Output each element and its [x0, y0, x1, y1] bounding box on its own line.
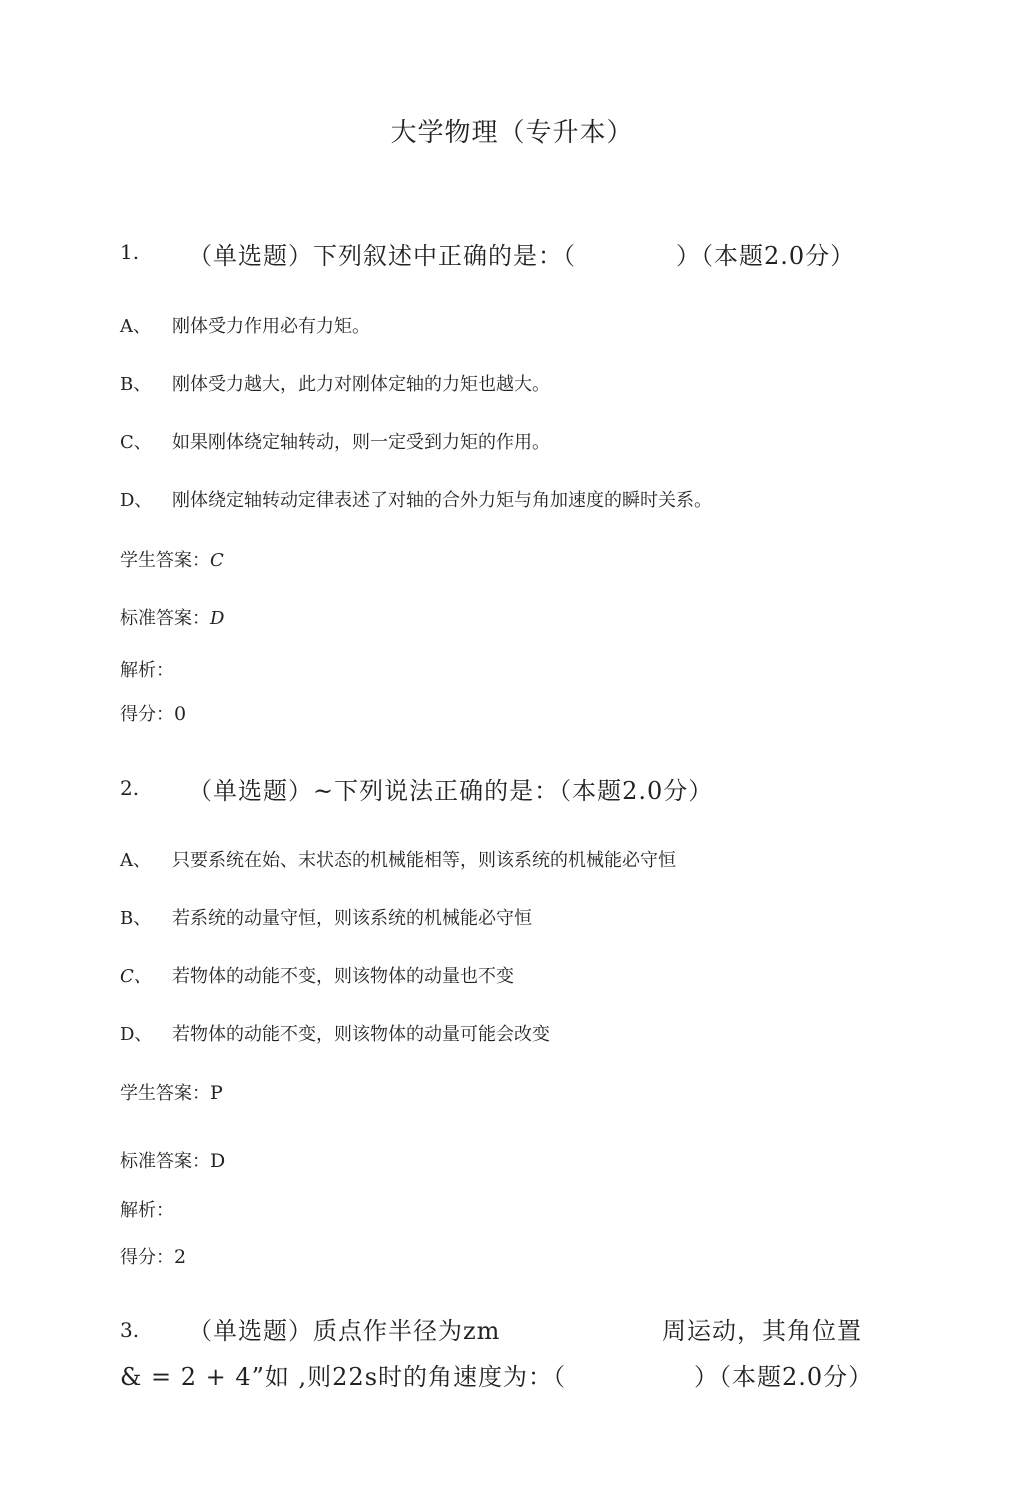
option-d — [120, 1020, 550, 1046]
analysis — [120, 1196, 174, 1222]
page-title: 大学物理（专升本） — [390, 118, 634, 148]
option-text: 刚体受力作用必有力矩。 — [172, 316, 370, 337]
student-answer-label: 学生答案： — [120, 550, 210, 571]
score — [120, 1243, 186, 1269]
option-label: D、 — [120, 1024, 153, 1045]
option-text: 若物体的动能不变，则该物体的动量可能会改变 — [172, 1024, 550, 1045]
option-label: C、 — [120, 432, 152, 453]
option-label: A、 — [120, 316, 151, 337]
question-number: 1. — [120, 240, 140, 264]
option-text: 刚体受力越大，此力对刚体定轴的力矩也越大。 — [172, 374, 550, 395]
question-stem-line-2-part-2: ）（本题2.0分） — [694, 1363, 874, 1391]
option-c — [120, 428, 550, 454]
option-d — [120, 486, 712, 512]
option-text: 如果刚体绕定轴转动，则一定受到力矩的作用。 — [172, 432, 550, 453]
student-answer — [120, 1079, 223, 1105]
student-answer-value: P — [210, 1082, 223, 1104]
score-value: 2 — [174, 1246, 187, 1268]
student-answer-label: 学生答案： — [120, 1083, 210, 1104]
score-label: 得分： — [120, 1247, 174, 1268]
question-stem: （单选题）下列叙述中正确的是：（ ）（本题2.0分） — [188, 242, 856, 270]
standard-answer-value: D — [210, 1150, 226, 1172]
option-a — [120, 846, 676, 872]
option-label: B、 — [120, 908, 152, 929]
option-text: 若系统的动量守恒，则该系统的机械能必守恒 — [172, 908, 532, 929]
option-text: 若物体的动能不变，则该物体的动量也不变 — [172, 966, 514, 987]
standard-answer-label: 标准答案： — [120, 608, 210, 629]
score — [120, 700, 186, 726]
option-c — [120, 962, 514, 988]
option-text: 只要系统在始、末状态的机械能相等，则该系统的机械能必守恒 — [172, 850, 676, 871]
analysis — [120, 656, 174, 682]
question-stem-part-2: 周运动，其角位置 — [662, 1317, 862, 1345]
option-label: B、 — [120, 374, 152, 395]
option-label: A、 — [120, 850, 151, 871]
standard-answer — [120, 1147, 225, 1173]
question-stem-part-1: （单选题）质点作半径为zm — [188, 1317, 501, 1345]
option-text: 刚体绕定轴转动定律表述了对轴的合外力矩与角加速度的瞬时关系。 — [172, 490, 712, 511]
question-stem-line-2-part-1: & = 2 + 4”如 ,则22s时的角速度为：（ — [120, 1363, 567, 1391]
option-a — [120, 312, 370, 338]
student-answer-value: C — [210, 550, 224, 571]
student-answer — [120, 546, 224, 572]
question-number: 2. — [120, 776, 140, 800]
standard-answer — [120, 604, 224, 630]
option-b — [120, 370, 550, 396]
standard-answer-value: D — [210, 608, 225, 629]
option-label: C、 — [120, 966, 152, 987]
score-label: 得分： — [120, 704, 174, 725]
analysis-label: 解析： — [120, 1200, 174, 1221]
analysis-label: 解析： — [120, 660, 174, 681]
option-label: D、 — [120, 490, 153, 511]
option-b — [120, 904, 532, 930]
question-stem: （单选题）~下列说法正确的是：（本题2.0分） — [188, 777, 714, 805]
question-number: 3. — [120, 1318, 140, 1342]
standard-answer-label: 标准答案： — [120, 1151, 210, 1172]
score-value: 0 — [174, 703, 187, 725]
